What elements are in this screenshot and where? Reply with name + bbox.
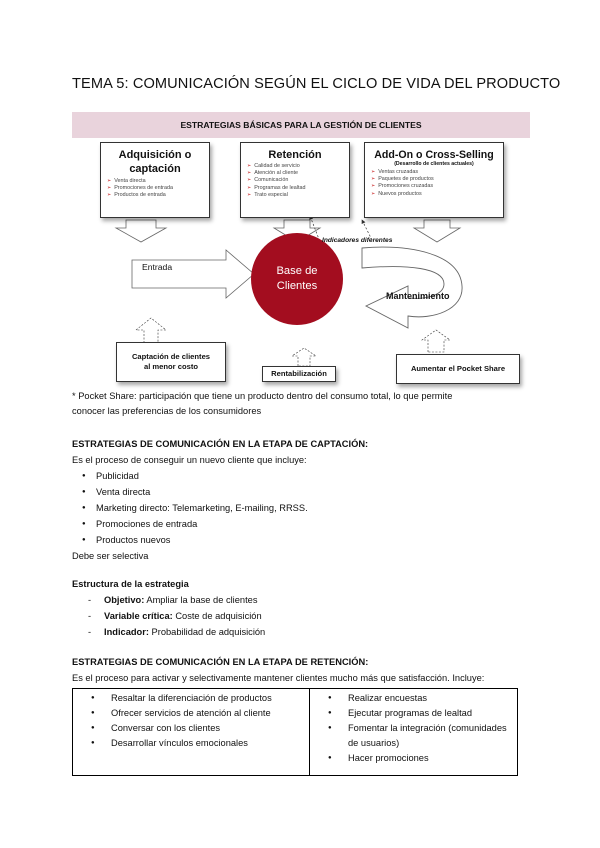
up-arrow-rentabilizacion xyxy=(292,348,316,366)
page-title: TEMA 5: COMUNICACIÓN SEGÚN EL CICLO DE VIDA DEL PRODUCTO xyxy=(72,76,561,92)
retencion-right-item: ● Hacer promociones xyxy=(310,751,513,766)
estructura-item-text: Probabilidad de adquisición xyxy=(148,627,266,637)
mantenimiento-label: Mantenimiento xyxy=(386,291,450,301)
estructura-section xyxy=(72,576,265,640)
pocket-share-note xyxy=(72,389,452,419)
acquisition-title-2: captación xyxy=(129,163,181,175)
retention-item: ➢ Comunicación xyxy=(247,177,349,184)
captacion-item: ● Promociones de entrada xyxy=(72,516,368,532)
addon-item: ➢ Promociones cruzadas xyxy=(371,183,503,190)
captacion-box xyxy=(116,342,226,382)
estructura-item-text: Coste de adquisición xyxy=(172,611,262,621)
estructura-item xyxy=(72,608,265,624)
captacion-item: ● Marketing directo: Telemarketing, E-mailing, RRSS. xyxy=(72,500,368,516)
addon-subtitle: (Desarrollo de clientes actuales) xyxy=(394,161,474,167)
rentabilizacion-label: Rentabilización xyxy=(271,369,327,378)
estructura-item-label: Variable crítica: xyxy=(104,611,173,621)
acquisition-box xyxy=(100,142,210,218)
customer-management-diagram xyxy=(66,108,536,386)
note-line-2: conocer las preferencias de los consumidores xyxy=(72,406,262,416)
base-clientes-line-1: Base de xyxy=(276,265,318,277)
retention-item: ➢ Programas de lealtad xyxy=(247,185,349,192)
captacion-intro: Es el proceso de conseguir un nuevo cliente que incluye: xyxy=(72,455,307,465)
retention-item: ➢ Atención al cliente xyxy=(247,170,349,177)
retention-item: ➢ Trato especial xyxy=(247,192,349,199)
estructura-item-label: Indicador: xyxy=(104,627,149,637)
base-clientes-label xyxy=(250,232,344,326)
note-line-1: * Pocket Share: participación que tiene un producto dentro del consumo total, lo que permite xyxy=(72,391,453,401)
addon-item: ➢ Paquetes de productos xyxy=(371,176,503,183)
retencion-left-column xyxy=(73,689,310,776)
indicadores-label: Indicadores diferentes xyxy=(322,237,393,244)
captacion-item: ● Venta directa xyxy=(72,484,368,500)
acquisition-title-1: Adquisición o xyxy=(118,149,192,161)
captacion-item: ● Publicidad xyxy=(72,468,368,484)
captacion-box-line-2: al menor costo xyxy=(143,362,198,371)
estructura-item xyxy=(72,592,265,608)
retencion-right-item: ● Ejecutar programas de lealtad xyxy=(310,706,513,721)
retencion-table xyxy=(72,688,518,776)
captacion-box-line-1: Captación de clientes xyxy=(131,352,211,361)
retencion-section xyxy=(72,654,484,686)
captacion-item: ● Productos nuevos xyxy=(72,532,368,548)
base-clientes-line-2: Clientes xyxy=(276,280,318,292)
mantenimiento-arrow xyxy=(362,247,462,328)
retencion-right-column xyxy=(310,689,518,776)
down-arrow-acquisition xyxy=(116,220,166,242)
pocket-share-box xyxy=(396,354,520,384)
diagram-header: ESTRATEGIAS BÁSICAS PARA LA GESTIÓN DE CLIENTES xyxy=(72,112,530,138)
retencion-left-item: ● Resaltar la diferenciación de productos xyxy=(73,691,305,706)
acquisition-item: ➢ Productos de entrada xyxy=(107,192,209,199)
retencion-right-item: ● Realizar encuestas xyxy=(310,691,513,706)
captacion-heading: ESTRATEGIAS DE COMUNICACIÓN EN LA ETAPA DE CAPTACIÓN: xyxy=(72,439,369,449)
pocket-share-label: Aumentar el Pocket Share xyxy=(410,364,506,373)
retencion-heading: ESTRATEGIAS DE COMUNICACIÓN EN LA ETAPA DE RETENCIÓN: xyxy=(72,657,369,667)
up-arrow-pocket-share xyxy=(422,330,450,352)
retencion-left-item: ● Desarrollar vínculos emocionales xyxy=(73,736,305,751)
acquisition-item: ➢ Venta directa xyxy=(107,178,209,185)
retention-box xyxy=(240,142,350,218)
retention-item: ➢ Calidad de servicio xyxy=(247,163,349,170)
retencion-right-item: ● Fomentar la integración (comunidades de usuarios) xyxy=(310,721,513,751)
rentabilizacion-box xyxy=(262,366,336,382)
acquisition-item: ➢ Promociones de entrada xyxy=(107,185,209,192)
estructura-item-label: Objetivo: xyxy=(104,595,145,605)
captacion-section xyxy=(72,436,368,564)
addon-box xyxy=(364,142,504,218)
captacion-closing: Debe ser selectiva xyxy=(72,551,149,561)
retencion-left-item: ● Conversar con los clientes xyxy=(73,721,305,736)
down-arrow-addon xyxy=(414,220,460,242)
addon-item: ➢ Nuevos productos xyxy=(371,191,503,198)
entrada-arrow xyxy=(132,250,254,298)
addon-title: Add-On o Cross-Selling xyxy=(374,149,494,161)
addon-item: ➢ Ventas cruzadas xyxy=(371,169,503,176)
estructura-heading: Estructura de la estrategia xyxy=(72,579,189,589)
estructura-item xyxy=(72,624,265,640)
estructura-item-text: Ampliar la base de clientes xyxy=(144,595,258,605)
retencion-left-item: ● Ofrecer servicios de atención al cliente xyxy=(73,706,305,721)
entrada-label: Entrada xyxy=(142,262,173,272)
retencion-intro: Es el proceso para activar y selectivamente mantener clientes mucho más que satisfacción. Incluye: xyxy=(72,673,485,683)
retention-title: Retención xyxy=(268,149,322,161)
